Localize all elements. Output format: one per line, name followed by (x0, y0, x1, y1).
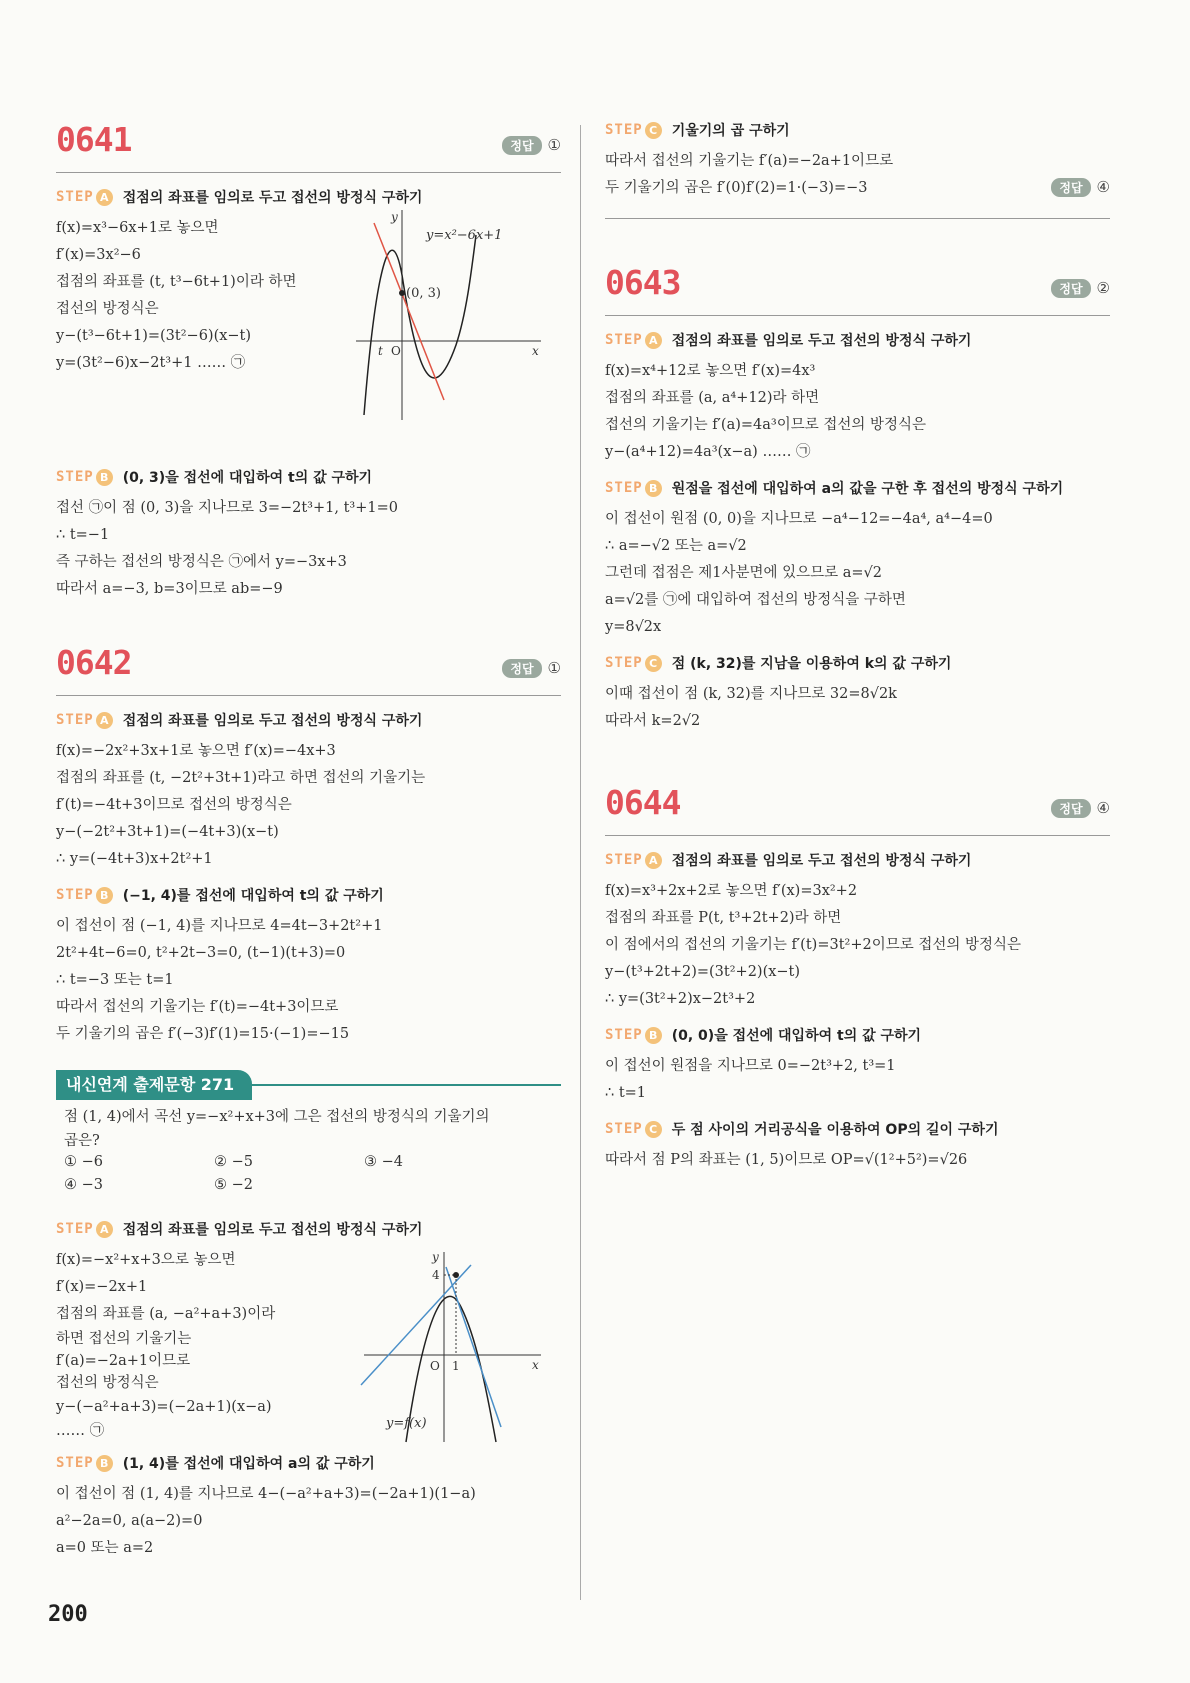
solution-line: y=8√2x (605, 619, 662, 635)
step-title: 접점의 좌표를 임의로 두고 접선의 방정식 구하기 (122, 190, 423, 206)
answer-badge: 정답 (1051, 279, 1090, 298)
step-title: 접점의 좌표를 임의로 두고 접선의 방정식 구하기 (122, 713, 423, 729)
solution-block (605, 148, 1110, 202)
question-line: 곱은? (64, 1133, 100, 1149)
choice-4: ④ −3 (64, 1177, 103, 1193)
step-tag: STEP (56, 189, 94, 205)
step-title: 원점을 접선에 대입하여 a의 값을 구한 후 접선의 방정식 구하기 (671, 481, 1064, 497)
step-tag: STEP (605, 1121, 643, 1137)
step-title: (0, 3)을 접선에 대입하여 t의 값 구하기 (122, 470, 373, 486)
solution-line: y−(t³−6t+1)=(3t²−6)(x−t) (56, 328, 252, 344)
point-marker (453, 1272, 459, 1278)
choice-5: ⑤ −2 (214, 1177, 253, 1193)
solution-line: 이 접선이 점 (−1, 4)를 지나므로 4=4t−3+2t²+1 (56, 918, 383, 934)
solution-line: 접점의 좌표를 (t, −2t²+3t+1)라고 하면 접선의 기울기는 (56, 770, 426, 786)
step-a (56, 1219, 561, 1239)
step-letter: C (645, 1121, 662, 1138)
solution-line: ∴ t=−1 (56, 527, 110, 543)
step-tag: STEP (605, 655, 643, 671)
step-title: (−1, 4)를 접선에 대입하여 t의 값 구하기 (122, 888, 384, 904)
step-tag: STEP (605, 332, 643, 348)
step-title: (0, 0)을 접선에 대입하여 t의 값 구하기 (671, 1028, 922, 1044)
answer (502, 136, 561, 155)
step-c (605, 653, 1110, 673)
step-tag: STEP (605, 122, 643, 138)
step-c (605, 1119, 1110, 1139)
solution-line: 하면 접선의 기울기는 (56, 1331, 192, 1347)
solution-line: 이 점에서의 접선의 기울기는 f′(t)=3t²+2이므로 접선의 방정식은 (605, 937, 1021, 953)
step-title: 기울기의 곱 구하기 (671, 123, 790, 139)
solution-line: ∴ t=1 (605, 1085, 647, 1101)
solution-line: 접선의 방정식은 (56, 301, 159, 317)
step-a (56, 710, 561, 730)
cubic-graph (346, 205, 546, 425)
answer-value: ① (547, 659, 561, 677)
naesin-banner (56, 1070, 561, 1104)
answer-badge: 정답 (1051, 178, 1090, 197)
solution-line: 따라서 점 P의 좌표는 (1, 5)이므로 OP=√(1²+5²)=√26 (605, 1152, 968, 1168)
origin-label: O (391, 344, 401, 358)
solution-line: 접점의 좌표를 (t, t³−6t+1)이라 하면 (56, 274, 297, 290)
solution-line: f′(x)=−2x+1 (56, 1279, 148, 1295)
answer-value: ④ (1096, 178, 1110, 196)
point-label: (0, 3) (406, 286, 441, 301)
answer-badge: 정답 (502, 136, 541, 155)
curve-label: y=f(x) (386, 1416, 427, 1431)
y-axis-label: y (432, 1250, 439, 1264)
solution-line: 두 기울기의 곱은 f′(−3)f′(1)=15·(−1)=−15 (56, 1026, 350, 1042)
solution-line: 이 접선이 원점 (0, 0)을 지나므로 −a⁴−12=−4a⁴, a⁴−4=0 (605, 511, 993, 527)
step-title: 접점의 좌표를 임의로 두고 접선의 방정식 구하기 (671, 333, 972, 349)
problem-number: 0643 (605, 263, 681, 302)
solution-line: a²−2a=0, a(a−2)=0 (56, 1513, 203, 1529)
solution-line: 접점의 좌표를 (a, a⁴+12)라 하면 (605, 390, 820, 406)
step-letter: C (645, 655, 662, 672)
step-letter: B (645, 1027, 662, 1044)
solution-line: 접점의 좌표를 P(t, t³+2t+2)라 하면 (605, 910, 842, 926)
solution-line: 따라서 a=−3, b=3이므로 ab=−9 (56, 581, 283, 597)
step-b (605, 1025, 1110, 1045)
tangent-line-2 (446, 1267, 501, 1427)
origin-label: O (430, 1359, 440, 1373)
solution-line: f(x)=x³−6x+1로 놓으면 (56, 220, 219, 236)
solution-line: ∴ y=(3t²+2)x−2t³+2 (605, 991, 756, 1007)
step-a (605, 850, 1110, 870)
problem-number: 0642 (56, 643, 132, 682)
solution-line: 2t²+4t−6=0, t²+2t−3=0, (t−1)(t+3)=0 (56, 945, 346, 961)
answer-badge: 정답 (502, 659, 541, 678)
point-marker (399, 290, 405, 296)
step-b (56, 885, 561, 905)
step-letter: C (645, 122, 662, 139)
solution-line: f′(t)=−4t+3이므로 접선의 방정식은 (56, 797, 292, 813)
left-column (56, 120, 561, 1562)
step-tag: STEP (605, 852, 643, 868)
page-number: 200 (48, 1602, 88, 1627)
problem-number: 0641 (56, 120, 132, 159)
right-column (605, 120, 1110, 1174)
x-value-label: 1 (452, 1359, 460, 1373)
step-b (605, 478, 1110, 498)
step-b (56, 1453, 561, 1473)
choices (64, 1151, 561, 1197)
solution-line: y−(−a²+a+3)=(−2a+1)(x−a) (56, 1399, 272, 1415)
solution-line: 이 접선이 원점을 지나므로 0=−2t³+2, t³=1 (605, 1058, 896, 1074)
solution-line: 따라서 접선의 기울기는 f′(a)=−2a+1이므로 (605, 153, 894, 169)
step-title: 접점의 좌표를 임의로 두고 접선의 방정식 구하기 (122, 1222, 423, 1238)
x-axis-label: x (532, 1358, 539, 1372)
solution-line: y−(t³+2t+2)=(3t²+2)(x−t) (605, 964, 801, 980)
solution-line: ∴ y=(−4t+3)x+2t²+1 (56, 851, 213, 867)
question-line: 점 (1, 4)에서 곡선 y=−x²+x+3에 그은 접선의 방정식의 기울기의 (64, 1109, 490, 1125)
step-letter: B (96, 469, 113, 486)
solution-line: f(x)=−x²+x+3으로 놓으면 (56, 1252, 236, 1268)
step-letter: B (645, 480, 662, 497)
solution-line: 따라서 접선의 기울기는 f′(t)=−4t+3이므로 (56, 999, 339, 1015)
step-title: 점 (k, 32)를 지남을 이용하여 k의 값 구하기 (671, 656, 952, 672)
step-tag: STEP (56, 1455, 94, 1471)
solution-line: f′(a)=−2a+1이므로 (56, 1353, 191, 1369)
answer-badge: 정답 (1051, 799, 1090, 818)
parabola-graph (356, 1247, 546, 1447)
solution-line: 접점의 좌표를 (a, −a²+a+3)이라 (56, 1306, 276, 1322)
solution-line: …… ㉠ (56, 1423, 105, 1439)
solution-line: 접선의 기울기는 f′(a)=4a³이므로 접선의 방정식은 (605, 417, 927, 433)
solution-line: y−(a⁴+12)=4a³(x−a) …… ㉠ (605, 444, 811, 460)
problem-0641-header (56, 120, 561, 173)
step-title: (1, 4)를 접선에 대입하여 a의 값 구하기 (122, 1456, 375, 1472)
t-label: t (378, 344, 383, 358)
naesin-label: 내신연계 출제문항 271 (56, 1070, 252, 1100)
step-tag: STEP (605, 1027, 643, 1043)
solution-block (56, 1247, 561, 1441)
solution-line: f′(x)=3x²−6 (56, 247, 141, 263)
solution-line: y−(−2t²+3t+1)=(−4t+3)(x−t) (56, 824, 279, 840)
solution-line: 이때 접선이 점 (k, 32)를 지나므로 32=8√2k (605, 686, 897, 702)
answer (1051, 178, 1110, 197)
column-divider (580, 125, 581, 1600)
answer-value: ② (1096, 279, 1110, 297)
step-c (605, 120, 1110, 140)
solution-line: y=(3t²−6)x−2t³+1 …… ㉠ (56, 355, 246, 371)
step-letter: A (645, 332, 662, 349)
answer-value: ① (547, 136, 561, 154)
choice-3: ③ −4 (364, 1154, 403, 1170)
step-a (56, 187, 561, 207)
cubic-curve (364, 235, 476, 415)
answer (1051, 799, 1110, 818)
y-value-label: 4 (432, 1268, 440, 1282)
step-letter: A (96, 1221, 113, 1238)
step-letter: B (96, 887, 113, 904)
solution-line: f(x)=x⁴+12로 놓으면 f′(x)=4x³ (605, 363, 816, 379)
answer (1051, 279, 1110, 298)
solution-line: 즉 구하는 접선의 방정식은 ㉠에서 y=−3x+3 (56, 554, 347, 570)
solution-line: ∴ t=−3 또는 t=1 (56, 972, 174, 988)
step-tag: STEP (56, 1221, 94, 1237)
step-letter: A (96, 189, 113, 206)
step-tag: STEP (56, 887, 94, 903)
step-title: 두 점 사이의 거리공식을 이용하여 OP의 길이 구하기 (671, 1122, 999, 1138)
y-axis-label: y (391, 210, 398, 224)
solution-line: a=0 또는 a=2 (56, 1540, 154, 1556)
step-letter: A (96, 712, 113, 729)
step-tag: STEP (605, 480, 643, 496)
solution-line: 접선 ㉠이 점 (0, 3)을 지나므로 3=−2t³+1, t³+1=0 (56, 500, 398, 516)
choice-2: ② −5 (214, 1154, 253, 1170)
step-letter: B (96, 1455, 113, 1472)
solution-line: f(x)=−2x²+3x+1로 놓으면 f′(x)=−4x+3 (56, 743, 336, 759)
solution-line: 접선의 방정식은 (56, 1375, 159, 1391)
problem-0644-header (605, 783, 1110, 836)
tangent-line (374, 223, 444, 400)
solution-line: 그런데 접점은 제1사분면에 있으므로 a=√2 (605, 565, 883, 581)
problem-number: 0644 (605, 783, 681, 822)
step-tag: STEP (56, 712, 94, 728)
problem-0642-header (56, 643, 561, 696)
solution-line: 따라서 k=2√2 (605, 713, 701, 729)
x-axis-label: x (532, 344, 539, 358)
answer-value: ④ (1096, 799, 1110, 817)
solution-line: a=√2를 ㉠에 대입하여 접선의 방정식을 구하면 (605, 592, 906, 608)
step-tag: STEP (56, 469, 94, 485)
solution-block (56, 210, 561, 385)
step-title: 접점의 좌표를 임의로 두고 접선의 방정식 구하기 (671, 853, 972, 869)
choice-1: ① −6 (64, 1154, 103, 1170)
problem-0643-header (605, 263, 1110, 316)
solution-line: ∴ a=−√2 또는 a=√2 (605, 538, 747, 554)
curve-label: y=x²−6x+1 (426, 228, 503, 243)
step-a (605, 330, 1110, 350)
answer (502, 659, 561, 678)
step-b (56, 467, 561, 487)
solution-line: f(x)=x³+2x+2로 놓으면 f′(x)=3x²+2 (605, 883, 858, 899)
solution-line: 이 접선이 점 (1, 4)를 지나므로 4−(−a²+a+3)=(−2a+1)(1−a) (56, 1486, 476, 1502)
step-letter: A (645, 852, 662, 869)
solution-line: 두 기울기의 곱은 f′(0)f′(2)=1·(−3)=−3 (605, 180, 868, 196)
